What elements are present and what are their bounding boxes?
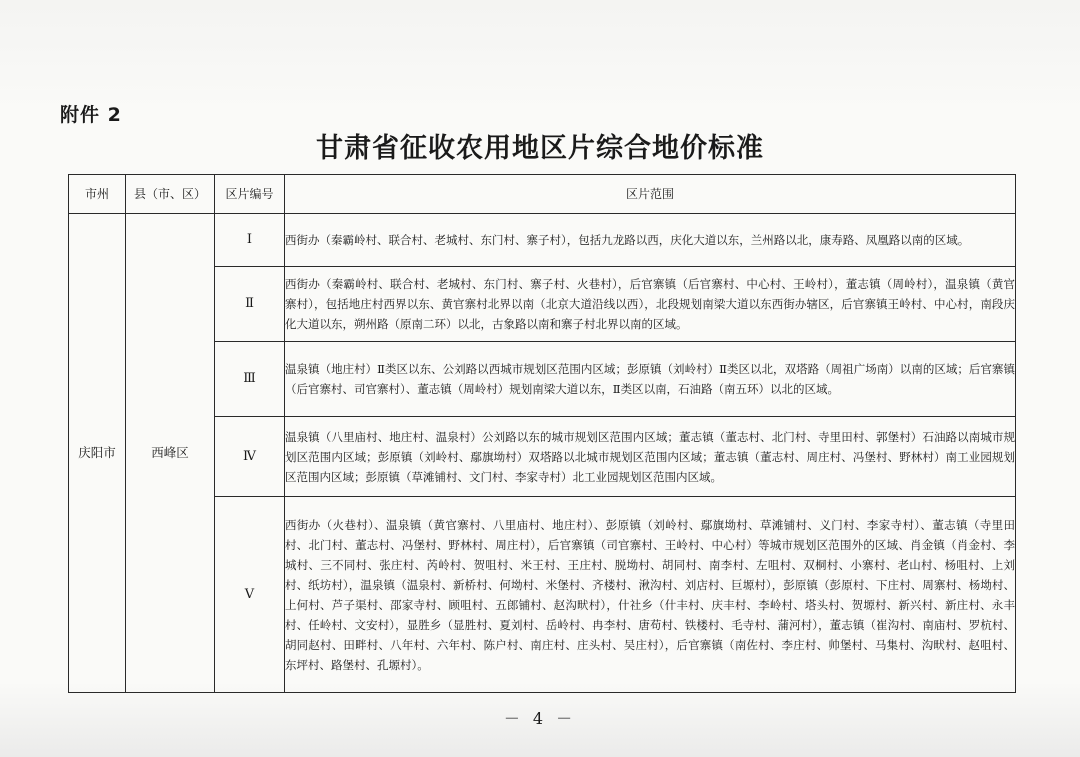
table-header-row [69,175,1016,214]
zone-code-cell: Ⅲ [215,342,285,417]
zone-code-cell: Ⅴ [215,497,285,693]
zone-code-cell: Ⅳ [215,417,285,497]
document-title: 甘肃省征收农用地区片综合地价标准 [316,133,764,164]
header-city: 市州 [69,175,126,214]
county-cell: 西峰区 [126,214,215,693]
zone-range-cell: 西街办（火巷村）、温泉镇（黄官寨村、八里庙村、地庄村）、彭原镇（刘岭村、鄢旗坳村、草滩铺村、义门村、李家寺村）、董志镇（寺里田村、北门村、董志村、冯堡村、野林村、周庄村），后官寨镇（司官寨村、王岭村、中心村）等城市规划区范围外的区域、肖金镇（肖金村、李城村、三不同村、张庄村、芮岭村、贺咀村、米王村、王庄村、脱坳村、胡同村、南李村、左咀村、双桐村、小寨村、老山村、杨咀村、上刘村、纸坊村），温泉镇（温泉村、新桥村、何坳村、米堡村、齐楼村、湫沟村、刘店村、巨塬村），彭原镇（彭原村、下庄村、周寨村、杨坳村、上何村、芦子渠村、邵家寺村、顾咀村、五郎铺村、赵沟畎村），什社乡（什丰村、庆丰村、李岭村、塔头村、贺塬村、新兴村、新庄村、永丰村、任岭村、文安村），显胜乡（显胜村、夏刘村、岳岭村、冉李村、唐苟村、铁楼村、毛寺村、蒲河村），董志镇（崔沟村、南庙村、罗杭村、胡同赵村、田畔村、八年村、六年村、陈户村、南庄村、庄头村、吴庄村），后官寨镇（南佐村、李庄村、帅堡村、马集村、沟畎村、赵咀村、东坪村、路堡村、孔塬村）。 [285,497,1016,693]
land-price-table [68,174,1016,693]
zone-range-cell: 温泉镇（地庄村）Ⅱ类区以东、公刘路以西城市规划区范围内区域；彭原镇（刘岭村）Ⅱ类区以北，双塔路（周祖广场南）以南的区域；后官寨镇（后官寨村、司官寨村）、董志镇（周岭村）规划南梁大道以东，Ⅱ类区以南，石油路（南五环）以北的区域。 [285,342,1016,417]
table-row [69,214,1016,267]
zone-range-cell: 温泉镇（八里庙村、地庄村、温泉村）公刘路以东的城市规划区范围内区域；董志镇（董志村、北门村、寺里田村、郭堡村）石油路以南城市规划区范围内区域；彭原镇（刘岭村、鄢旗坳村）双塔路以北城市规划区范围内区域；董志镇（董志村、周庄村、冯堡村、野林村）南工业园规划区范围内区域；彭原镇（草滩铺村、文门村、李家寺村）北工业园规划区范围内区域。 [285,417,1016,497]
header-county: 县（市、区） [126,175,215,214]
attachment-label: 附件 2 [60,104,122,126]
zone-code-cell: Ⅰ [215,214,285,267]
zone-range-cell: 西街办（秦霸岭村、联合村、老城村、东门村、寨子村、火巷村），后官寨镇（后官寨村、中心村、王岭村），董志镇（周岭村），温泉镇（黄官寨村），包括地庄村西界以东、黄官寨村北界以南（北京大道沿线以西），北段规划南梁大道以东西街办辖区，后官寨镇王岭村、中心村，南段庆化大道以东，朔州路（原南二环）以北，古象路以南和寨子村北界以南的区域。 [285,267,1016,342]
zone-range-cell: 西街办（秦霸岭村、联合村、老城村、东门村、寨子村），包括九龙路以西，庆化大道以东，兰州路以北，康寿路、凤凰路以南的区域。 [285,214,1016,267]
zone-code-cell: Ⅱ [215,267,285,342]
header-zone-range: 区片范围 [285,175,1016,214]
city-cell: 庆阳市 [69,214,126,693]
header-zone-code: 区片编号 [215,175,285,214]
page-number: － 4 － [503,709,577,728]
